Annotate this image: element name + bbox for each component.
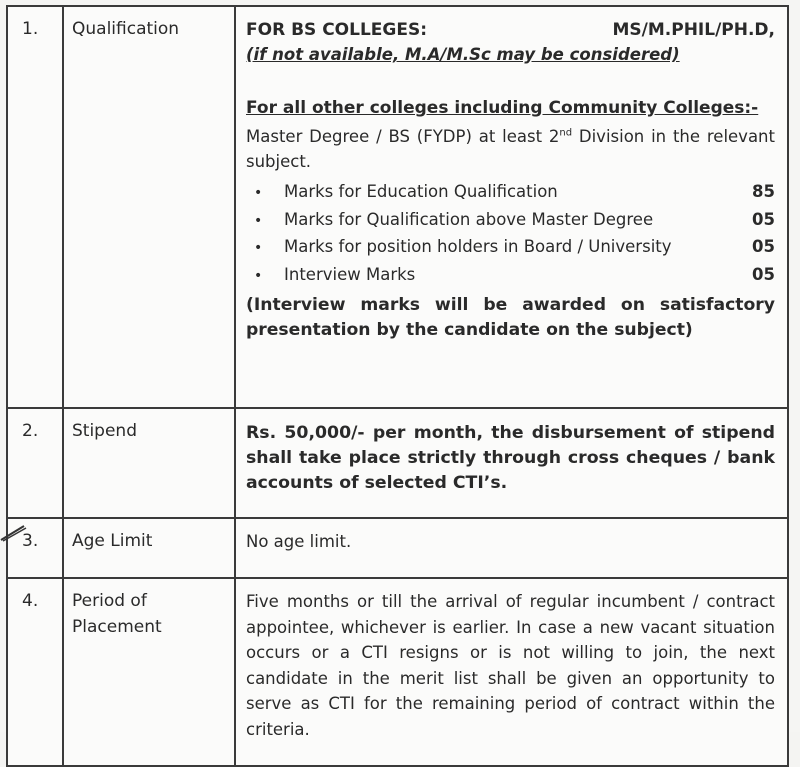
list-item — [254, 179, 775, 207]
other-colleges-requirement — [246, 124, 775, 174]
marks-label: Marks for Education Qualification — [284, 182, 558, 201]
row-label: Age Limit — [63, 518, 235, 578]
table-row-age-limit — [7, 518, 788, 578]
marks-label: Marks for Qualification above Master Degree — [284, 209, 654, 229]
marks-value: 05 — [752, 209, 775, 229]
requirement-text: Master Degree / BS (FYDP) at least 2 — [246, 127, 560, 146]
row-label: Stipend — [63, 408, 235, 518]
stipend-text: Rs. 50,000/- per month, the disbursement of stipend shall take place strictly through cross cheques / bank accounts of selected CTI’s. — [246, 423, 775, 493]
ordinal-suffix: nd — [559, 127, 573, 139]
marks-label: Marks for position holders in Board / University — [284, 237, 672, 256]
age-limit-text: No age limit. — [246, 532, 352, 551]
bullet-icon: • — [254, 267, 263, 284]
pen-mark-icon — [0, 518, 34, 542]
marks-value: 85 — [752, 182, 775, 201]
marks-value: 05 — [752, 264, 775, 284]
row-number: 2. — [7, 408, 63, 518]
other-colleges-heading: For all other colleges including Community Colleges:- — [246, 98, 759, 118]
bullet-icon: • — [254, 240, 263, 256]
bullet-icon: • — [254, 185, 263, 201]
marks-value: 05 — [752, 237, 775, 256]
eligibility-table — [6, 5, 789, 767]
placement-text: Five months or till the arrival of regular incumbent / contract appointee, whichever is earlier. In case a new vacant situation occurs or a CTI resigns or is not willing to join, the next candidate in the merit list shall be given an opportunity to serve as CTI for the remaining period of contract within the criteria. — [246, 592, 775, 739]
row-label: Period of Placement — [63, 578, 235, 766]
requirement-text-cont: Division in the relevant subject. — [246, 127, 775, 171]
age-limit-details — [235, 518, 788, 578]
list-item — [254, 234, 775, 262]
row-number: 1. — [7, 6, 63, 408]
stipend-details — [235, 408, 788, 518]
row-number: 4. — [7, 578, 63, 766]
marks-label: Interview Marks — [284, 264, 416, 284]
bs-colleges-requirement: MS/M.PHIL/PH.D, — [612, 20, 775, 40]
list-item — [254, 207, 775, 235]
marks-list — [246, 179, 775, 289]
bs-colleges-heading: FOR BS COLLEGES: — [246, 20, 428, 40]
bs-colleges-heading-line — [246, 17, 775, 42]
qualification-details — [235, 6, 788, 408]
list-item — [254, 262, 775, 290]
bs-colleges-note: (if not available, M.A/M.Sc may be considered) — [246, 45, 680, 64]
row-number: 3. — [7, 518, 63, 578]
placement-details — [235, 578, 788, 766]
row-label: Qualification — [63, 6, 235, 408]
interview-note: (Interview marks will be awarded on satisfactory presentation by the candidate on the subject) — [246, 295, 775, 340]
bullet-icon: • — [254, 212, 263, 229]
table-row-qualification — [7, 6, 788, 408]
table-row-stipend — [7, 408, 788, 518]
table-row-period-of-placement — [7, 578, 788, 766]
